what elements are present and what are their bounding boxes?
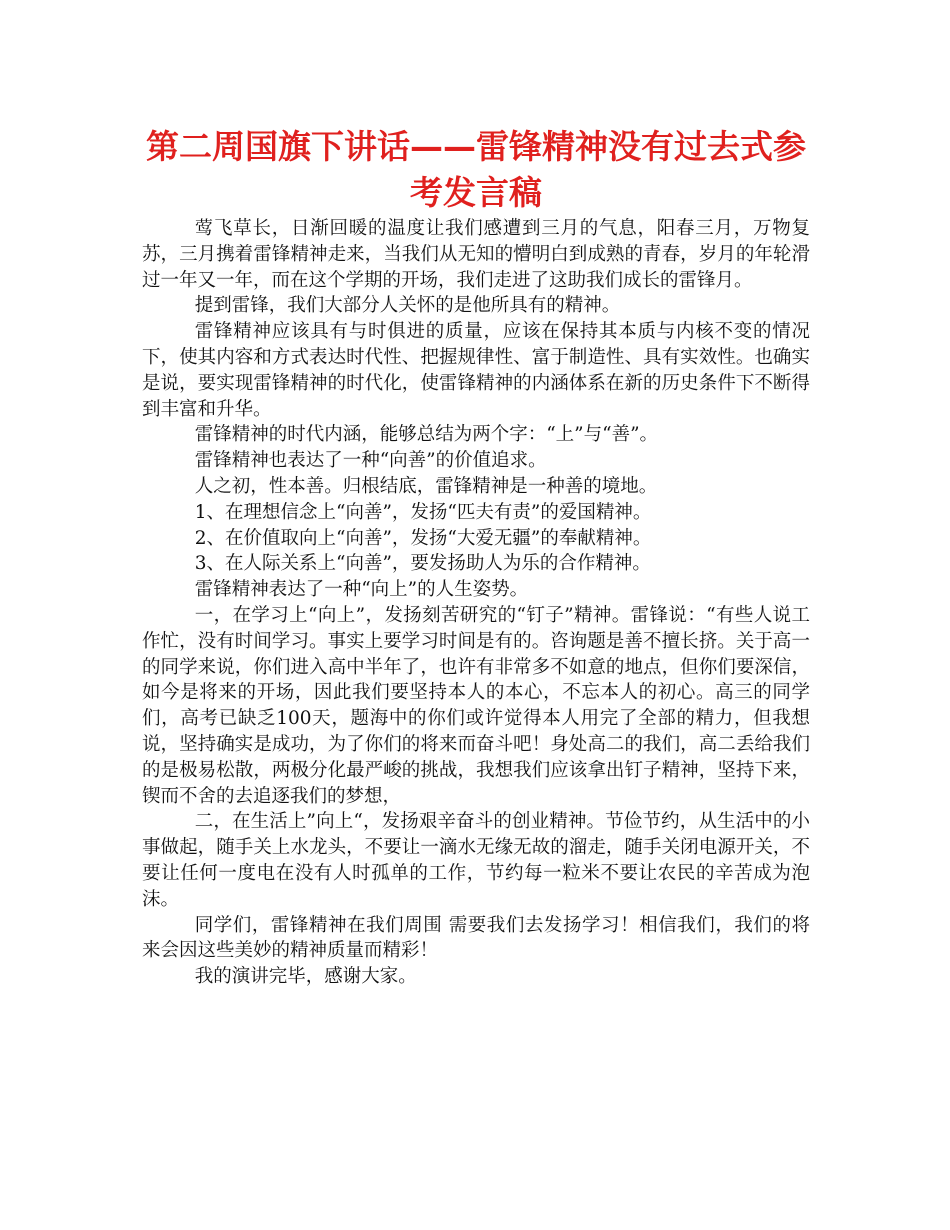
document-body <box>142 216 810 990</box>
paragraph: 雷锋精神的时代内涵，能够总结为两个字：“上”与“善”。 <box>194 424 659 446</box>
list-item: 3、在人际关系上“向善”，要发扬助人为乐的合作精神。 <box>194 553 651 575</box>
paragraph: 莺飞草长，日渐回暖的温度让我们感遭到三月的气息，阳春三月，万物复苏，三月携着雷锋精神走来，当我们从无知的懵明白到成熟的青春，岁月的年轮滑过一年又一年，而在这个学期的开场，我们走进了这助我们成长的雷锋月。 <box>142 218 810 291</box>
document-title: 第二周国旗下讲话——雷锋精神没有过去式参考发言稿 <box>146 127 806 212</box>
paragraph: 同学们，雷锋精神在我们周围 需要我们去发扬学习！相信我们，我们的将来会因这些美妙的精神质量而精彩！ <box>142 914 810 962</box>
list-item: 2、在价值取向上“向善”，发扬“大爱无疆”的奉献精神。 <box>194 527 652 549</box>
paragraph: 二，在生活上”向上“，发扬艰辛奋斗的创业精神。节俭节约，从生活中的小事做起，随手关上水龙头，不要让一滴水无缘无故的溜走，随手关闭电源开关，不要让任何一度电在没有人时孤单的工作，节约每一粒米不要让农民的辛苦成为泡沫。 <box>142 811 810 910</box>
paragraph: 雷锋精神表达了一种“向上”的人生姿势。 <box>194 579 529 601</box>
paragraph: 雷锋精神也表达了一种“向善”的价值追求。 <box>194 450 547 472</box>
paragraph: 提到雷锋，我们大部分人关怀的是他所具有的精神。 <box>194 295 621 317</box>
list-item: 1、在理想信念上“向善”，发扬“匹夫有责”的爱国精神。 <box>194 501 652 523</box>
document-page <box>142 124 810 990</box>
closing-paragraph: 我的演讲完毕，感谢大家。 <box>194 966 417 988</box>
paragraph: 一，在学习上“向上”，发扬刻苦研究的“钉子”精神。雷锋说：“有些人说工作忙，没有时间学习。事实上要学习时间是有的。咨询题是善不擅长挤。关于高一的同学来说，你们进入高中半年了，也许有非常多不如意的地点，但你们要深信，如今是将来的开场，因此我们要坚持本人的本心，不忘本人的初心。高三的同学们，高考已缺乏100天，题海中的你们或许觉得本人用完了全部的精力，但我想说，坚持确实是成功，为了你们的将来而奋斗吧！身处高二的我们，高二丢给我们的是极易松散，两极分化最严峻的挑战，我想我们应该拿出钉子精神，坚持下来，锲而不舍的去追逐我们的梦想， <box>142 604 810 807</box>
paragraph: 人之初，性本善。归根结底，雷锋精神是一种善的境地。 <box>194 475 658 497</box>
paragraph: 雷锋精神应该具有与时俱进的质量，应该在保持其本质与内核不变的情况下，使其内容和方式表达时代性、把握规律性、富于制造性、具有实效性。也确实是说，要实现雷锋精神的时代化，使雷锋精神的内涵体系在新的历史条件下不断得到丰富和升华。 <box>142 321 810 420</box>
